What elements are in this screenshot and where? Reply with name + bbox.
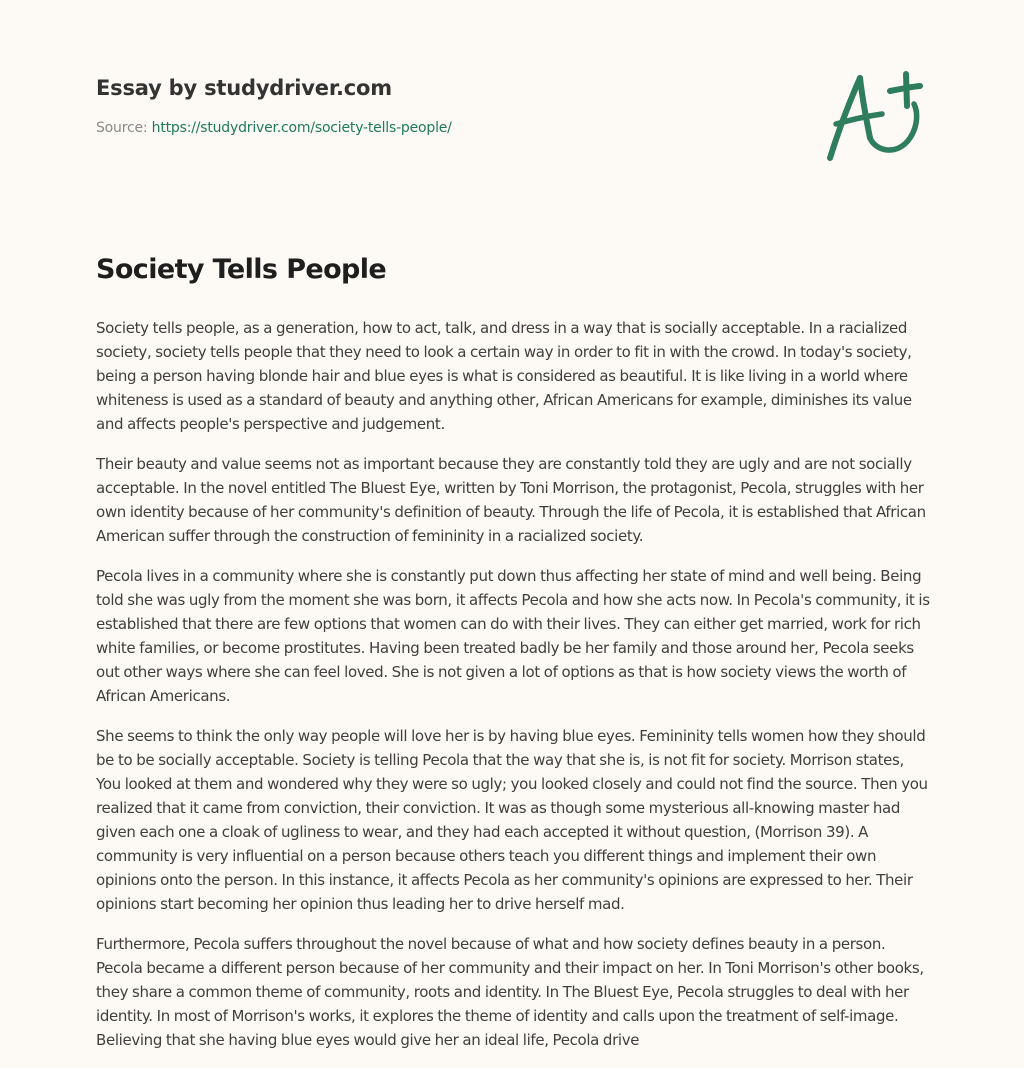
essay-body <box>96 316 932 1068</box>
essay-paragraph: Furthermore, Pecola suffers throughout the novel because of what and how society defines beauty in a person. Pecola became a different person because of her community and their impact on her. In Toni Morrison's other books, they share a common theme of community, roots and identity. In The Bluest Eye, Pecola struggles to deal with her identity. In most of Morrison's works, it explores the theme of identity and calls upon the treatment of self-image. Believing that she having blue eyes would give her an ideal life, Pecola drive <box>96 935 924 1049</box>
essay-header <box>96 76 796 136</box>
essay-paragraph: Society tells people, as a generation, how to act, talk, and dress in a way that is socially acceptable. In a racialized society, society tells people that they need to look a certain way in order to fit in with the crowd. In today's society, being a person having blonde hair and blue eyes is what is considered as beautiful. It is like living in a world where whiteness is used as a standard of beauty and anything other, African Americans for example, diminishes its value and affects people's perspective and judgement. <box>96 319 912 433</box>
source-link[interactable]: https://studydriver.com/society-tells-people/ <box>151 120 452 136</box>
source-line <box>96 120 796 136</box>
source-label: Source: <box>96 120 148 136</box>
site-title: Essay by studydriver.com <box>96 76 392 100</box>
a-plus-grade-icon <box>822 66 932 166</box>
essay-paragraph: She seems to think the only way people will love her is by having blue eyes. Femininity tells women how they should be to be socially acceptable. Society is telling Pecola that the way that she is, is not fit for society. Morrison states, You looked at them and wondered why they were so ugly; you looked closely and could not find the source. Then you realized that it came from conviction, their conviction. It was as though some mysterious all-knowing master had given each one a cloak of ugliness to wear, and they had each accepted it without question, (Morrison 39). A community is very influential on a person because others teach you different things and implement their own opinions onto the person. In this instance, it affects Pecola as her community's opinions are expressed to her. Their opinions start becoming her opinion thus leading her to drive herself mad. <box>96 727 928 913</box>
essay-paragraph: Their beauty and value seems not as important because they are constantly told they are ugly and are not socially acceptable. In the novel entitled The Bluest Eye, written by Toni Morrison, the protagonist, Pecola, struggles with her own identity because of her community's definition of beauty. Through the life of Pecola, it is established that African American suffer through the construction of femininity in a racialized society. <box>96 455 926 545</box>
essay-title: Society Tells People <box>96 254 387 285</box>
essay-paragraph: Pecola lives in a community where she is constantly put down thus affecting her state of mind and well being. Being told she was ugly from the moment she was born, it affects Pecola and how she acts now. In Pecola's community, it is established that there are few options that women can do with their lives. They can either get married, work for rich white families, or become prostitutes. Having been treated badly be her family and those around her, Pecola seeks out other ways where she can feel loved. She is not given a lot of options as that is how society views the worth of African Americans. <box>96 567 930 705</box>
